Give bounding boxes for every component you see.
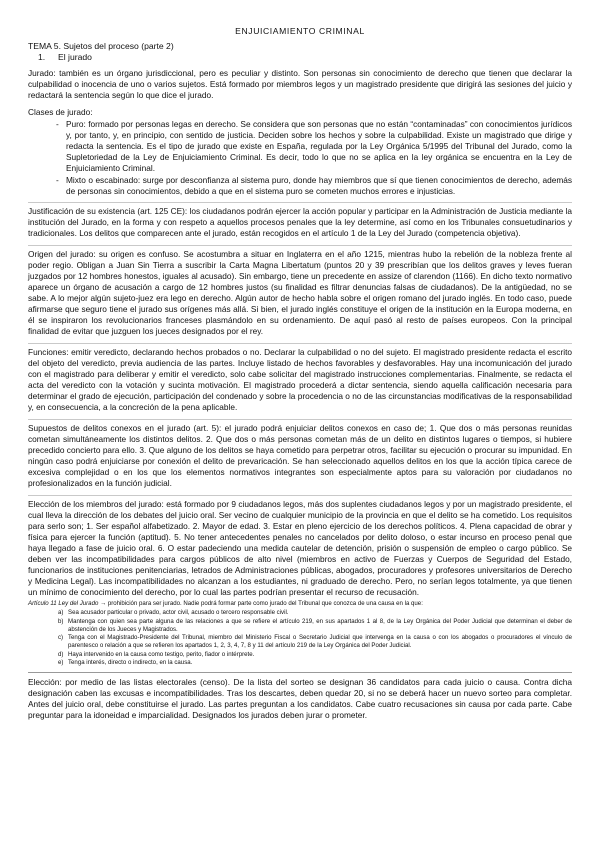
section-title: El jurado — [58, 52, 92, 62]
origen-paragraph: Origen del jurado: su origen es confuso. Se acostumbra a situar en Inglaterra en el año 1215, mientras hubo la rebelión de la nobleza frente al poder regio. Obligan a Juan Sin Tierra a suscribir la Carta Magna Libertatum (puntos 20 y 39 prescribían que los delitos graves y leves fueran juzgados por 12 hombres honestos, iguales al acusado). Sin embargo, tiene un precedente en assize of clarendon (1166). En dicho texto normativo aparece un órgano de acusación a cargo de 12 hombres justos (su finalidad es filtrar denuncias falsas de ciudadanos). De la antigüedad, no se sabe. A lo mejor algún sujeto-juez era lego en derecho. Algún autor de hecho habla sobre el origen romano del jurado inglés. En todo caso, puede afirmarse que seguro tiene el jurado sus orígenes más allá. Si bien, el jurado inglés constituye el origen de la institución en la Europa moderna, en él se inspiraron los revolucionarios franceses plasmándolo en su ordenamiento. De aquí pasó al resto de países europeos. Con la principal finalidad de evitar que juzguen los jueces designados por el rey. — [28, 245, 572, 337]
item-text: Tenga con el Magistrado-Presidente del Tribunal, miembro del Ministerio Fiscal o Secretario Judicial que intervenga en la causa o con los abogados o procuradores el vínculo de parentesco o relación a que se refieren los apartados 1, 2, 3, 4, 7, 8 y 11 del artículo 219 de la Ley Orgánica del Poder Judicial. — [68, 634, 572, 650]
item-letter: d) — [58, 650, 64, 658]
eleccion-listas-paragraph: Elección: por medio de las listas electorales (censo). De la lista del sorteo se designan 36 candidatos para cada juicio o causa. Contra dicha designación caben las excusas e incompatibilidades. Tras los descartes, deben quedar 20, si no se deberá hacer un nuevo sorteo para completar. Antes del juicio oral, debe constituirse el jurado. Las partes preguntan a los candidatos. Cabe cuatro recusaciones sin causa por cada parte. Cabe preguntar para la idoneidad e imparcialidad. Designados los jurados deben jurar o prometer. — [28, 677, 572, 721]
list-item — [28, 609, 572, 617]
section-number: 1. — [38, 52, 46, 62]
clase-item-mixto: - Mixto o escabinado: surge por desconfianza al sistema puro, donde hay miembros que sí que tienen conocimientos de derecho, además de personas sin conocimientos, debido a que en el sistema puro se cometen muchos errores e injusticias. — [66, 175, 572, 197]
item-letter: c) — [58, 634, 64, 642]
item-text: Sea acusador particular o privado, actor civil, acusado o tercero responsable civil. — [68, 609, 289, 617]
justificacion-paragraph: Justificación de su existencia (art. 125 CE): los ciudadanos podrán ejercer la acción popular y participar en la Administración de Justicia mediante la institución del Jurado, en la forma y con respeto a aquellos procesos penales que la ley determine, así como en los Tribunales consuetudinarios y tradicionales. Los delitos que comparecen ante el jurado, están recogidos en el artículo 1 de la Ley del Jurado (competencia objetiva). — [28, 202, 572, 239]
clase-item-puro: - Puro: formado por personas legas en derecho. Se considera que son personas que no están “contaminadas” con conocimientos jurídicos y, por tanto, y, en principio, con sentido de justicia. Deciden sobre los hechos y sobre la culpabilidad. Existe un magistrado que dirige y redacta la sentencia. Es el tipo de jurado que existe en España, regulada por la Ley Orgánica 5/1995 del Tribunal del Jurado, como la Supletoriedad de la Ley de Enjuiciamiento Criminal. Es decir, todo lo que no se aplica en la ley orgánica se encuentra en la Ley de Enjuiciamiento Criminal. — [66, 119, 572, 174]
supuestos-paragraph: Supuestos de delitos conexos en el jurado (art. 5): el jurado podrá enjuiciar delitos conexos en caso de; 1. Que dos o más personas reunidas cometan simultáneamente los distintos delitos. 2. Que dos o más personas cometan más de un delito en distintos lugares o tiempos, si hubiere precedido concierto para ello. 3. Que alguno de los delitos se haya cometido para perpetrar otros, facilitar su ejecución o procurar su impunidad. En ningún caso podrá enjuiciarse por conexión el delito de prevaricación. Se han seleccionado aquellos delitos en los que la acción típica carece de excesiva complejidad o en los que los elementos normativos integrantes son especialmente aptos para su valoración por ciudadanos no profesionalizados en la función judicial. — [28, 419, 572, 489]
funciones-paragraph: Funciones: emitir veredicto, declarando hechos probados o no. Declarar la culpabilidad o no del sujeto. El magistrado presidente redacta el escrito del objeto del veredicto, previa audiencia de las partes. Incluye listado de hechos favorables y desfavorables. Hay una incomunicación del jurado con el magistrado para deliberar y emitir el veredicto, solo cabe solicitar del magistrado instrucciones complementarias. Finalmente, se redacta el acta del veredicto con la votación y sucinta motivación. El magistrado procederá a dictar sentencia, siendo aquella calificación necesaria para determinar el grado de ejecución, participación del condenado y sobre la procedencia o no de las circunstancias modificativas de la responsabilidad y, en consecuencia, a la concreción de la pena aplicable. — [28, 343, 572, 413]
clases-label: Clases de jurado: — [28, 107, 93, 117]
list-item — [28, 634, 572, 651]
list-item — [28, 659, 572, 667]
articulo-11-lead: → prohibición para ser jurado. Nadie podrá formar parte como jurado del Tribunal que conozca de una causa en la que: — [100, 600, 423, 607]
item-letter: e) — [58, 659, 64, 667]
divider — [28, 672, 572, 673]
articulo-11-note — [28, 600, 572, 667]
list-item — [28, 618, 572, 635]
articulo-11-list — [28, 609, 572, 667]
clases-list — [28, 119, 572, 197]
section-heading — [38, 52, 572, 63]
item-text: Haya intervenido en la causa como testigo, perito, fiador o intérprete. — [68, 650, 255, 658]
item-text: Mantenga con quien sea parte alguna de las relaciones a que se refiere el artículo 219, en sus apartados 1 al 8, de la Ley Orgánica del Poder Judicial que determinan el deber de abstención de los Jueces y Magistrados. — [68, 617, 572, 633]
document-header: ENJUICIAMIENTO CRIMINAL — [235, 26, 365, 36]
tema-heading: TEMA 5. Sujetos del proceso (parte 2) — [28, 41, 174, 51]
articulo-11-title: Artículo 11 Ley del Jurado — [28, 600, 99, 607]
jurado-intro-paragraph: Jurado: también es un órgano jurisdiccional, pero es peculiar y distinto. Son personas sin conocimiento de derecho que tienen que declarar la culpabilidad o inocencia de uno o varios sujetos. Está formado por miembros legos y un magistrado presidente que dirigirá las sesiones del juicio y redactará la sentencia según lo que dice el jurado. — [28, 68, 572, 100]
item-text: Tenga interés, directo o indirecto, en la causa. — [68, 659, 193, 667]
item-letter: b) — [58, 617, 64, 625]
item-letter: a) — [58, 609, 64, 617]
articulo-11-heading — [28, 600, 572, 608]
eleccion-miembros-paragraph: Elección de los miembros del jurado: está formado por 9 ciudadanos legos, más dos suplentes ciudadanos legos y por un magistrado presidente, el cual lleva la dirección de los debates del juicio oral. Ser vecino de cualquier municipio de la provincia en que el delito se ha cometido. Los requisitos para serlo son; 1. Ser español alfabetizado. 2. Mayor de edad. 3. Estar en pleno ejercicio de los derechos políticos. 4. Plena capacidad de obrar y física para ejercer la función (aptitud). 5. No tener antecedentes penales no cancelados por delito doloso, o estar incurso en proceso penal que haya llegado a fase de juicio oral. 6. O estar padeciendo una medida cautelar de detención, prisión o suspensión de empleo o cargo público. Se deben ver las incompatibilidades para cargos públicos de alto nivel (miembros en activo de Fuerzas y Cuerpos de Seguridad del Estado, funcionarios de instituciones penitenciarias, letrados de Administraciones públicas, abogados, procuradores y profesores universitarios de Derecho y Medicina Legal). Las incompatibilidades no alcanzan a los estudiantes, ni graduado de derecho. Pero, no serían legos totalmente, ya que tienen un mínimo de conocimiento del derecho, por lo cual las partes podrían presentar el recurso de recusación. — [28, 495, 572, 598]
list-item — [28, 651, 572, 659]
